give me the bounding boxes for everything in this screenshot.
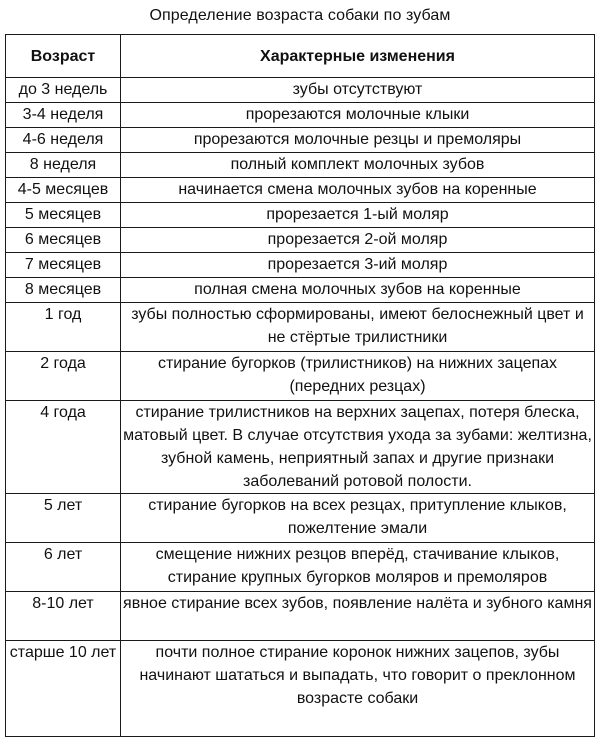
age-cell: 4-5 месяцев <box>6 178 121 203</box>
table-row <box>6 103 595 128</box>
table-row <box>6 153 595 178</box>
changes-cell: зубы полностью сформированы, имеют белоснежный цвет и не стёртые трилистники <box>121 303 595 352</box>
table-row <box>6 228 595 253</box>
age-cell: 2 года <box>6 352 121 401</box>
table-row <box>6 641 595 737</box>
age-cell: 4-6 неделя <box>6 128 121 153</box>
changes-cell: прорезается 3-ий моляр <box>121 253 595 278</box>
header-changes: Характерные изменения <box>121 35 595 78</box>
table-header-row <box>6 35 595 78</box>
changes-cell: смещение нижних резцов вперёд, стачивание клыков, стирание крупных бугорков моляров и премоляров <box>121 543 595 592</box>
table-body <box>6 78 595 737</box>
table-row <box>6 128 595 153</box>
age-cell: 3-4 неделя <box>6 103 121 128</box>
table-row <box>6 278 595 303</box>
changes-cell: полный комплект молочных зубов <box>121 153 595 178</box>
table-row <box>6 178 595 203</box>
age-cell: 6 лет <box>6 543 121 592</box>
changes-cell: зубы отсутствуют <box>121 78 595 103</box>
age-cell: 7 месяцев <box>6 253 121 278</box>
age-cell: 5 месяцев <box>6 203 121 228</box>
age-cell: 8 неделя <box>6 153 121 178</box>
age-cell: 5 лет <box>6 494 121 543</box>
age-by-teeth-table <box>5 34 595 737</box>
table-row <box>6 203 595 228</box>
table-row <box>6 494 595 543</box>
age-cell: старше 10 лет <box>6 641 121 737</box>
table-row <box>6 592 595 641</box>
changes-cell: прорезается 1-ый моляр <box>121 203 595 228</box>
table-row <box>6 401 595 494</box>
table-row <box>6 352 595 401</box>
changes-cell: почти полное стирание коронок нижних зацепов, зубы начинают шататься и выпадать, что говорит о преклонном возрасте собаки <box>121 641 595 737</box>
changes-cell: стирание трилистников на верхних зацепах, потеря блеска, матовый цвет. В случае отсутствия ухода за зубами: желтизна, зубной камень, неприятный запах и другие признаки заболеваний ротовой полости. <box>121 401 595 494</box>
changes-cell: прорезаются молочные клыки <box>121 103 595 128</box>
changes-cell: явное стирание всех зубов, появление налёта и зубного камня <box>121 592 595 641</box>
table-row <box>6 253 595 278</box>
table-row <box>6 78 595 103</box>
changes-cell: начинается смена молочных зубов на коренные <box>121 178 595 203</box>
changes-cell: стирание бугорков (трилистников) на нижних зацепах (передних резцах) <box>121 352 595 401</box>
age-cell: до 3 недель <box>6 78 121 103</box>
table-row <box>6 303 595 352</box>
table-row <box>6 543 595 592</box>
age-cell: 4 года <box>6 401 121 494</box>
changes-cell: прорезаются молочные резцы и премоляры <box>121 128 595 153</box>
page-title: Определение возраста собаки по зубам <box>149 7 451 24</box>
age-cell: 8-10 лет <box>6 592 121 641</box>
changes-cell: полная смена молочных зубов на коренные <box>121 278 595 303</box>
age-cell: 6 месяцев <box>6 228 121 253</box>
header-age: Возраст <box>6 35 121 78</box>
changes-cell: прорезается 2-ой моляр <box>121 228 595 253</box>
changes-cell: стирание бугорков на всех резцах, притупление клыков, пожелтение эмали <box>121 494 595 543</box>
age-cell: 1 год <box>6 303 121 352</box>
age-cell: 8 месяцев <box>6 278 121 303</box>
